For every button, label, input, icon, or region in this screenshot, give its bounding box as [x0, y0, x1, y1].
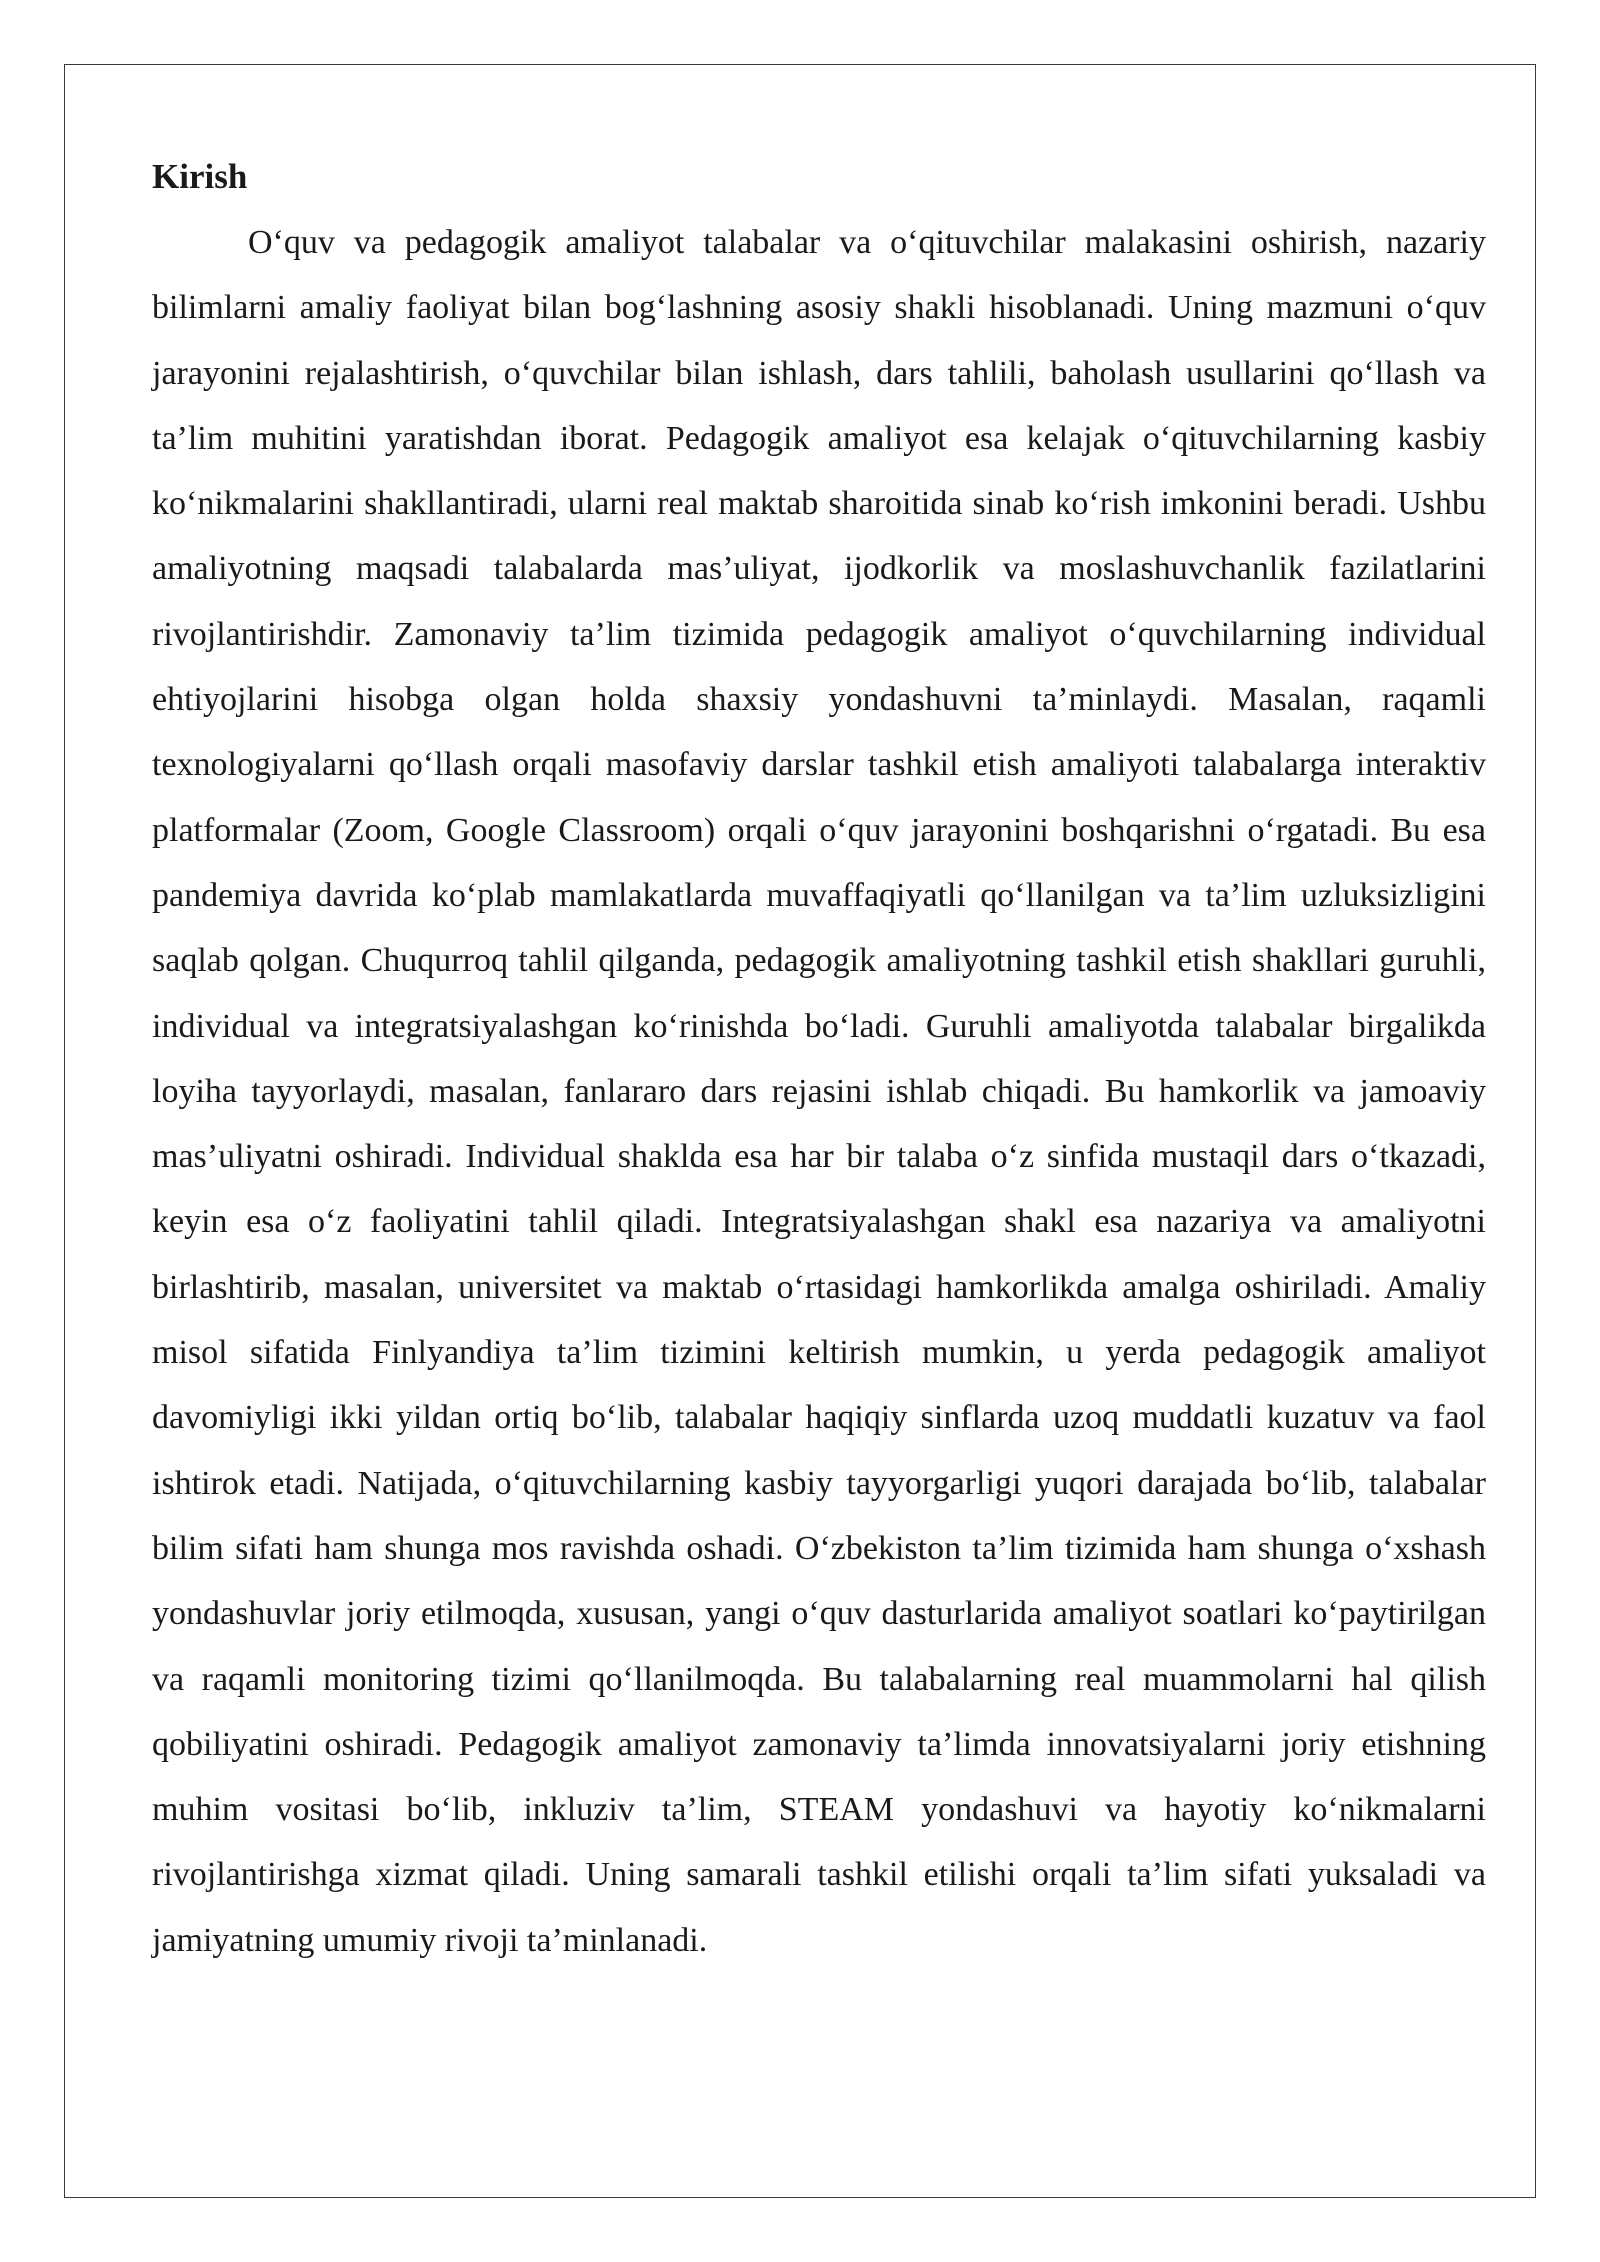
section-heading: Kirish	[152, 157, 248, 196]
body-paragraph: O‘quv va pedagogik amaliyot talabalar va o‘qituvchilar malakasini oshirish, nazariy bilimlarni amaliy faoliyat bilan bog‘lashning asosiy shakli hisoblanadi. Uning mazmuni o‘quv jarayonini rejalashtirish, o‘quvchilar bilan ishlash, dars tahlili, baholash usullarini qo‘llash va ta’lim muhitini yaratishdan iborat. Pedagogik amaliyot esa kelajak o‘qituvchilarning kasbiy ko‘nikmalarini shakllantiradi, ularni real maktab sharoitida sinab ko‘rish imkonini beradi. Ushbu amaliyotning maqsadi talabalarda mas’uliyat, ijodkorlik va moslashuvchanlik fazilatlarini rivojlantirishdir. Zamonaviy ta’lim tizimida pedagogik amaliyot o‘quvchilarning individual ehtiyojlarini hisobga olgan holda shaxsiy yondashuvni ta’minlaydi. Masalan, raqamli texnologiyalarni qo‘llash orqali masofaviy darslar tashkil etish amaliyoti talabalarga interaktiv platformalar (Zoom, Google Classroom) orqali o‘quv jarayonini boshqarishni o‘rgatadi. Bu esa pandemiya davrida ko‘plab mamlakatlarda muvaffaqiyatli qo‘llanilgan va ta’lim uzluksizligini saqlab qolgan. Chuqurroq tahlil qilganda, pedagogik amaliyotning tashkil etish shakllari guruhli, individual va integratsiyalashgan ko‘rinishda bo‘ladi. Guruhli amaliyotda talabalar birgalikda loyiha tayyorlaydi, masalan, fanlararo dars rejasini ishlab chiqadi. Bu hamkorlik va jamoaviy mas’uliyatni oshiradi. Individual shaklda esa har bir talaba o‘z sinfida mustaqil dars o‘tkazadi, keyin esa o‘z faoliyatini tahlil qiladi. Integratsiyalashgan shakl esa nazariya va amaliyotni birlashtirib, masalan, universitet va maktab o‘rtasidagi hamkorlikda amalga oshiriladi. Amaliy misol sifatida Finlyandiya ta’lim tizimini keltirish mumkin, u yerda pedagogik amaliyot davomiyligi ikki yildan ortiq bo‘lib, talabalar haqiqiy sinflarda uzoq muddatli kuzatuv va faol ishtirok etadi. Natijada, o‘qituvchilarning kasbiy tayyorgarligi yuqori darajada bo‘lib, talabalar bilim sifati ham shunga mos ravishda oshadi. O‘zbekiston ta’lim tizimida ham shunga o‘xshash yondashuvlar joriy etilmoqda, xususan, yangi o‘quv dasturlarida amaliyot soatlari ko‘paytirilgan va raqamli monitoring tizimi qo‘llanilmoqda. Bu talabalarning real muammolarni hal qilish qobiliyatini oshiradi. Pedagogik amaliyot zamonaviy ta’limda innovatsiyalarni joriy etishning muhim vositasi bo‘lib, inkluziv ta’lim, STEAM yondashuvi va hayotiy ko‘nikmalarni rivojlantirishga xizmat qiladi. Uning samarali tashkil etilishi orqali ta’lim sifati yuksaladi va jamiyatning umumiy rivoji ta’minlanadi.	[152, 224, 1486, 1959]
document-body	[152, 144, 1486, 1973]
